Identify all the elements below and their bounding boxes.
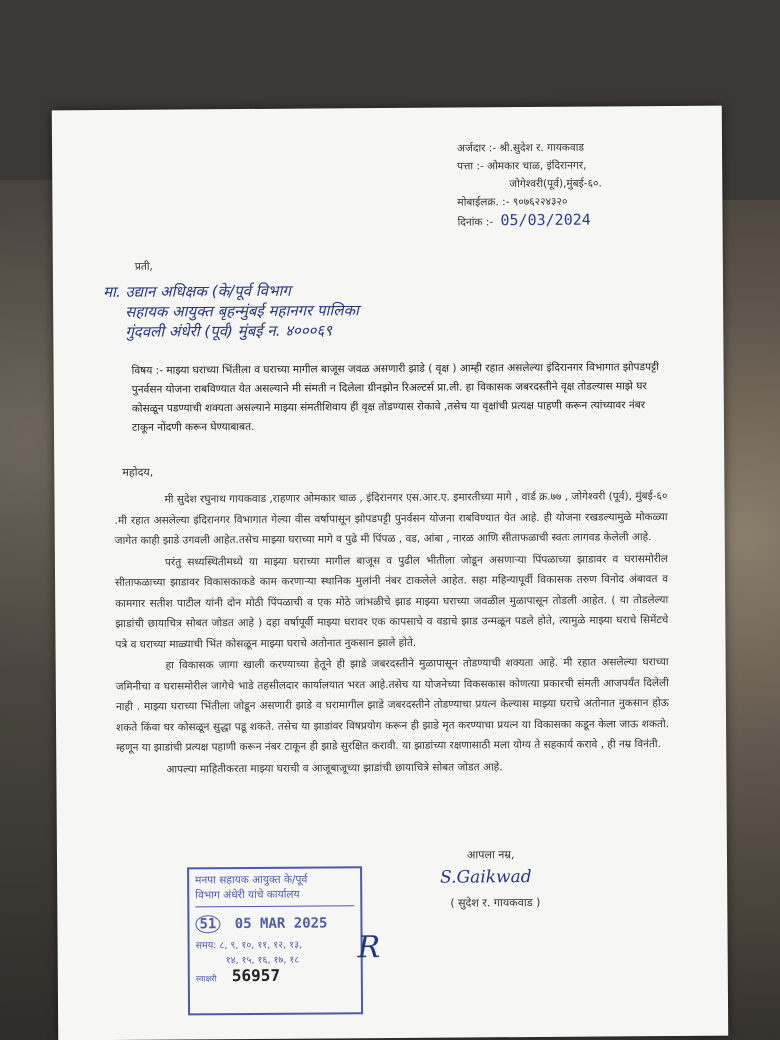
signatory-name: ( सुदेश र. गायकवाड ) — [450, 895, 541, 910]
body-paragraph-1: मी सुदेश रघुनाथ गायकवाड ,राहणार ओमकार चाळ , इंदिरानगर एस.आर.ए. इमारतीच्या मागे , वार्ड क्र.७७ , जोगेश्वरी (पूर्व), मुंबई-६० .मी रहात असलेल्या इंदिरानगर विभागात गेल्या वीस वर्षापासून झोपडपट्टी पुनर्वसन योजना राबविण्यात येत आहे. ही योजना रखडल्यामुळे मोकळ्या जागेत काही झाडे उगवली आहेत.तसेच माझ्या घराच्या मागे व पुढे मी पिंपळ , वड, आंबा , नारळ आणि सीताफळाची स्वतः लागवड केलेली आहे. — [114, 490, 668, 547]
stamp-number-row — [196, 967, 355, 986]
sender-name: अर्जदार :- श्री.सुदेश र. गायकवाड — [456, 141, 585, 155]
stamp-line-2: विभाग अंधेरी यांचे कार्यालय — [195, 888, 300, 902]
initial-mark: R — [357, 930, 381, 966]
stamp-code: 51 — [195, 915, 220, 933]
date-value: 05/03/2024 — [500, 210, 591, 230]
sender-block — [457, 139, 602, 232]
body-paragraph-4: आपल्या माहितीकरता माझ्या घराची व आजूबाजूच्या झाडांची छायाचित्रे सोबत जोडत आहे. — [166, 760, 503, 776]
closing-text: आपला नम्र, — [466, 848, 515, 862]
stamp-date: 05 MAR 2025 — [234, 915, 328, 933]
salutation: महोदय, — [122, 465, 154, 479]
sender-address-1: पत्ता :- ओमकार चाळ, इंदिरानगर, — [457, 159, 587, 173]
addressee-line-1: मा. उद्यान अधिक्षक (के/पूर्व विभाग — [102, 281, 291, 301]
sender-mobile: मोबाईलक्र. :- ९०७६२२४३२० — [457, 195, 568, 209]
letter-body — [114, 486, 669, 781]
addressee-line-2: सहायक आयुक्त बृहन्मुंबई महानगर पालिका — [125, 301, 359, 321]
date-label: दिनांक :- — [457, 216, 494, 229]
signature: S.Gaikwad — [440, 867, 532, 888]
addressee-block — [103, 280, 359, 342]
stamp-header — [195, 872, 354, 907]
stamp-line-1: मनपा सहायक आयुक्त के/पूर्व — [195, 873, 308, 887]
body-paragraph-3: हा विकासक जागा खाली करण्याच्या हेतूने ही झाडे जबरदस्तीने मुळापासून तोडण्याची शक्यता आहे. मी रहात असलेल्या घराच्या जमिनीचा व घरासमोरील जागेचे भाडे तहसीलदार कार्यालयात भरत आहे.तसेच या योजनेच्या विकसकास कोणत्या प्रकारची संमती आजपर्यंत दिलेली नाही . माझ्या घराच्या भिंतीला जोडून असणारी झाडे व घरामागील झाडे जबरदस्तीने तोडण्याचा प्रयत्न केल्यास माझ्या घराचे अतोनात नुकसान होऊ शकते किंवा घर कोसळून सुद्धा पडू शकते. तसेच या झाडांवर विषप्रयोग करून ही झाडे मृत करण्याचा प्रयत्न या विकासका कडून केला जाऊ शकतो. म्हणून या झाडांची प्रत्यक्ष पहाणी करून नंबर टाकून ही झाडे सुरक्षित करावी. या झाडांच्या रक्षणासाठी मला योग्य ते सहकार्य करावे , ही नम्र विनंती. — [115, 656, 670, 754]
office-stamp — [187, 866, 363, 1015]
letter-paper — [52, 106, 728, 1040]
addressee-line-3: गुंदवली अंधेरी (पूर्व) मुंबई न. ४०००६९ — [125, 321, 333, 341]
body-paragraph-2: परंतु सध्यस्थितीमध्ये या माझ्या घराच्या मागील बाजूस व पुढील भीतीला जोडून असणाऱ्या पिंपळाच्या झाडावर व घरासमोरील सीताफळाच्या झाडावर विकासकाकडे काम करणाऱ्या स्थानिक मुलांनी नंबर टाकलेले आहेत. सहा महिन्यापूर्वी विकासक तरुण विनोद अंबावत व कामगार सतीश पाटील यांनी दोन मोठी पिंपळाची व एक मोठे जांभळीचे झाड माझ्या घराच्या जवळील मुळापासून तोडली आहेत. ( या तोडलेल्या झाडांची छायाचित्र सोबत जोडत आहे ) दहा वर्षापूर्वी माझ्या घरावर एक कापसाचे व वडाचे झाड उन्मळून पडले होते, त्यामुळे माझ्या घराचे सिमेंटचे पत्रे व घराच्या माळ्याची भिंत कोसळून माझ्या घराचे अतोनात नुकसान झाले होते. — [115, 552, 669, 651]
sender-address-2: जोगेश्वरी(पूर्व),मुंबई-६०. — [509, 177, 602, 191]
stamp-sign-label: स्वाक्षरी — [195, 974, 217, 984]
subject-paragraph: विषय :- माझ्या घराच्या भिंतीला व घराच्या मागील बाजूस जवळ असणारी झाडे ( वृक्ष ) आम्ही रहात असलेल्या इंदिरानगर विभागात झोपडपट्टी पुनर्वसन योजना राबविण्यात येत असल्याने मी संमती न दिलेला ग्रीनझोन रिअल्टर्स प्रा.ली. हा विकासक जबरदस्तीने वृक्ष तोडल्यास माझे घर कोसळून पडण्याची शक्यता असल्याने माझ्या संमतीशिवाय ही वृक्ष तोडण्यास रोकावे ,तसेच या वृक्षांची प्रत्यक्ष पाहणी करून त्यांच्यावर नंबर टाकून नोंदणी करून घेण्याबाबत. — [131, 361, 659, 434]
stamp-number: 56957 — [231, 965, 281, 986]
stamp-time: समय: ८, ९, १०, ११, १२, १३, — [195, 939, 303, 952]
prati-label: प्रती, — [134, 260, 153, 273]
sender-date — [457, 211, 602, 232]
stamp-time-2: १४, १५, १६, १७, १८ — [225, 954, 300, 967]
stamp-date-row — [195, 916, 354, 932]
